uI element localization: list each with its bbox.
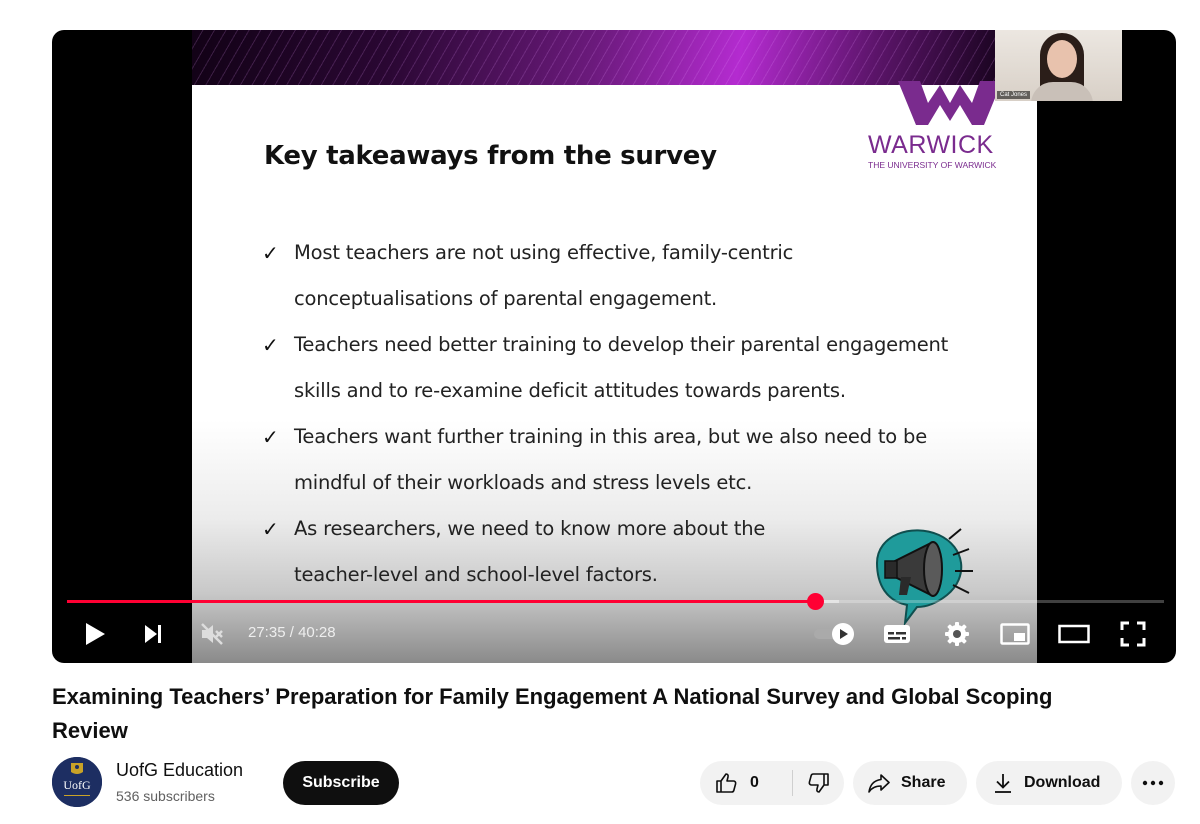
channel-name[interactable]: UofG Education (116, 760, 244, 780)
like-count: 0 (750, 774, 759, 791)
progress-played (67, 600, 815, 603)
miniplayer-button[interactable] (998, 612, 1032, 656)
bullet-line: Teachers want further training in this area, but we also need to be (294, 425, 927, 448)
play-button[interactable] (78, 612, 112, 656)
slide-title: Key takeaways from the survey (264, 141, 717, 171)
bullet-line: skills and to re-examine deficit attitudes towards parents. (294, 379, 846, 402)
slide-banner (192, 30, 995, 85)
fullscreen-icon (1120, 621, 1146, 647)
gear-icon (944, 621, 970, 647)
more-horizontal-icon (1142, 780, 1164, 786)
presenter-face (1047, 40, 1077, 78)
check-icon: ✓ (262, 333, 279, 357)
download-icon (992, 771, 1014, 795)
bullet-line: mindful of their workloads and stress levels etc. (294, 471, 753, 494)
duration: 40:28 (298, 624, 336, 641)
volume-button[interactable] (197, 612, 227, 656)
like-button[interactable] (700, 761, 792, 805)
volume-muted-icon (199, 621, 225, 647)
subscribe-button[interactable]: Subscribe (283, 761, 399, 805)
university-crest-icon (52, 757, 102, 807)
download-label: Download (1024, 774, 1101, 791)
check-icon: ✓ (262, 241, 279, 265)
bullet-item (262, 414, 1022, 506)
bullet-line: Teachers need better training to develop their parental engagement (294, 333, 949, 356)
bullet-line: As researchers, we need to know more about the (294, 517, 766, 540)
scrubber-handle[interactable] (807, 593, 824, 610)
like-dislike-group (700, 761, 844, 805)
warwick-logo-subtitle: THE UNIVERSITY OF WARWICK (868, 160, 997, 170)
thumbs-up-icon (714, 771, 738, 795)
share-button[interactable] (853, 761, 967, 805)
dislike-button[interactable] (793, 761, 844, 805)
share-label: Share (901, 774, 946, 791)
bullet-line: conceptualisations of parental engagement. (294, 287, 718, 310)
miniplayer-icon (1000, 622, 1030, 646)
channel-avatar[interactable] (52, 757, 102, 807)
progress-bar[interactable] (67, 600, 1164, 603)
megaphone-icon (857, 515, 987, 625)
time-display (248, 624, 336, 641)
fullscreen-button[interactable] (1116, 612, 1150, 656)
time-separator: / (285, 624, 299, 641)
check-icon: ✓ (262, 517, 279, 541)
more-actions-button[interactable] (1131, 761, 1175, 805)
download-button[interactable] (976, 761, 1122, 805)
subtitles-button[interactable] (880, 612, 914, 656)
next-icon (142, 623, 164, 645)
video-title: Examining Teachers’ Preparation for Family Engagement A National Survey and Global Scoping Review (52, 684, 1053, 743)
participant-name: Cat Jones (997, 91, 1030, 99)
bullet-line: Most teachers are not using effective, family-centric (294, 241, 794, 264)
settings-button[interactable] (940, 612, 974, 656)
player-controls (52, 612, 1176, 656)
theater-mode-icon (1058, 623, 1090, 645)
theater-mode-button[interactable] (1056, 612, 1092, 656)
autoplay-toggle-icon (812, 622, 856, 646)
autoplay-toggle[interactable] (810, 612, 858, 656)
share-icon (867, 771, 891, 795)
bullet-line: teacher-level and school-level factors. (294, 563, 658, 586)
subscriber-count: 536 subscribers (116, 788, 215, 804)
thumbs-down-icon (807, 771, 831, 795)
warwick-logo-text: WARWICK (868, 131, 994, 159)
next-button[interactable] (138, 612, 168, 656)
bullet-item (262, 322, 1022, 414)
presentation-slide (192, 85, 1037, 663)
subtitles-icon (883, 623, 911, 645)
avatar-text: UofG (63, 778, 91, 792)
webcam-overlay (995, 30, 1122, 101)
play-icon (84, 622, 106, 646)
bullet-item (262, 230, 1022, 322)
video-player[interactable] (52, 30, 1176, 663)
warwick-logo-mark (898, 81, 1002, 125)
current-time: 27:35 (248, 624, 286, 641)
check-icon: ✓ (262, 425, 279, 449)
